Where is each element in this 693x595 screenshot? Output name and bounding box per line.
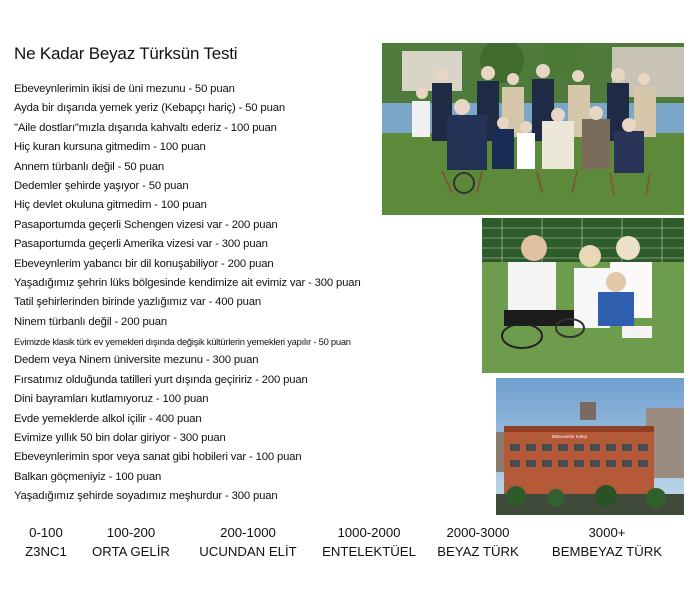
score-item: Evimizde klasik türk ev yemekleri dışında değişik kültürlerin yemekleri yapılır - 50 puan — [14, 336, 351, 348]
tier-range: 200-1000 — [220, 525, 276, 540]
score-item: Yaşadığımız şehrin lüks bölgesinde kendimize ait evimiz var - 300 puan — [14, 276, 361, 289]
score-item: Evimize yıllık 50 bin dolar giriyor - 300 puan — [14, 432, 226, 445]
score-item: Evde yemeklerde alkol içilir - 400 puan — [14, 412, 202, 425]
tier-100-200 — [86, 523, 176, 561]
family-portrait-photo — [382, 43, 684, 215]
score-item: Dini bayramları kutlamıyoruz - 100 puan — [14, 393, 209, 406]
score-item: Ebeveynlerimin ikisi de üni mezunu - 50 puan — [14, 83, 235, 95]
score-item: Annem türbanlı değil - 50 puan — [14, 160, 164, 173]
school-building-photo — [496, 378, 684, 515]
tier-label: Z3NC1 — [25, 544, 67, 559]
tennis-family-photo — [482, 218, 684, 373]
tier-1000-2000 — [314, 523, 424, 561]
tier-label: ENTELEKTÜEL — [322, 544, 416, 559]
score-item: Hiç devlet okuluna gitmedim - 100 puan — [14, 199, 207, 212]
score-item: Pasaportumda geçerli Schengen vizesi var - 200 puan — [14, 218, 278, 231]
score-item: Yaşadığımız şehirde soyadımız meşhurdur - 300 puan — [14, 490, 278, 503]
score-item: Tatil şehirlerinden birinde yazlığımız var - 400 puan — [14, 296, 261, 309]
score-item: "Aile dostları"mızla dışarıda kahvaltı ederiz - 100 puan — [14, 121, 277, 134]
tier-label: ORTA GELİR — [92, 544, 170, 559]
tier-3000-plus — [540, 523, 674, 561]
tier-label: BEYAZ TÜRK — [437, 544, 519, 559]
tier-range: 3000+ — [588, 525, 626, 540]
tier-range: 2000-3000 — [446, 525, 510, 540]
score-item: Fırsatımız olduğunda tatilleri yurt dışında geçiririz - 200 puan — [14, 373, 308, 386]
score-item: Ayda bir dışarıda yemek yeriz (Kebapçı hariç) - 50 puan — [14, 102, 285, 115]
score-item: Pasaportumda geçerli Amerika vizesi var - 300 puan — [14, 238, 268, 251]
tier-0-100 — [10, 523, 82, 561]
tier-label: UCUNDAN ELİT — [199, 544, 297, 559]
tier-2000-3000 — [428, 523, 528, 561]
score-item: Dedem veya Ninem üniversite mezunu - 300 puan — [14, 354, 259, 367]
score-item: Ninem türbanlı değil - 200 puan — [14, 315, 167, 328]
score-item: Hiç kuran kursuna gitmedim - 100 puan — [14, 141, 206, 154]
score-item: Dedemler şehirde yaşıyor - 50 puan — [14, 179, 189, 192]
tier-range: 0-100 — [29, 525, 63, 540]
tier-label: BEMBEYAZ TÜRK — [551, 544, 663, 559]
school-sign: Bahcesehir Koleji — [552, 434, 587, 439]
score-item: Ebeveynlerimin spor veya sanat gibi hobileri var - 100 puan — [14, 451, 302, 464]
tier-range: 100-200 — [106, 525, 156, 540]
tier-range: 1000-2000 — [337, 525, 401, 540]
tier-200-1000 — [186, 523, 310, 561]
score-item: Balkan göçmeniyiz - 100 puan — [14, 470, 162, 483]
score-legend — [0, 523, 693, 563]
page-title: Ne Kadar Beyaz Türksün Testi — [14, 44, 238, 63]
score-item: Ebeveynlerim yabancı bir dil konuşabiliyor - 200 puan — [14, 257, 274, 270]
